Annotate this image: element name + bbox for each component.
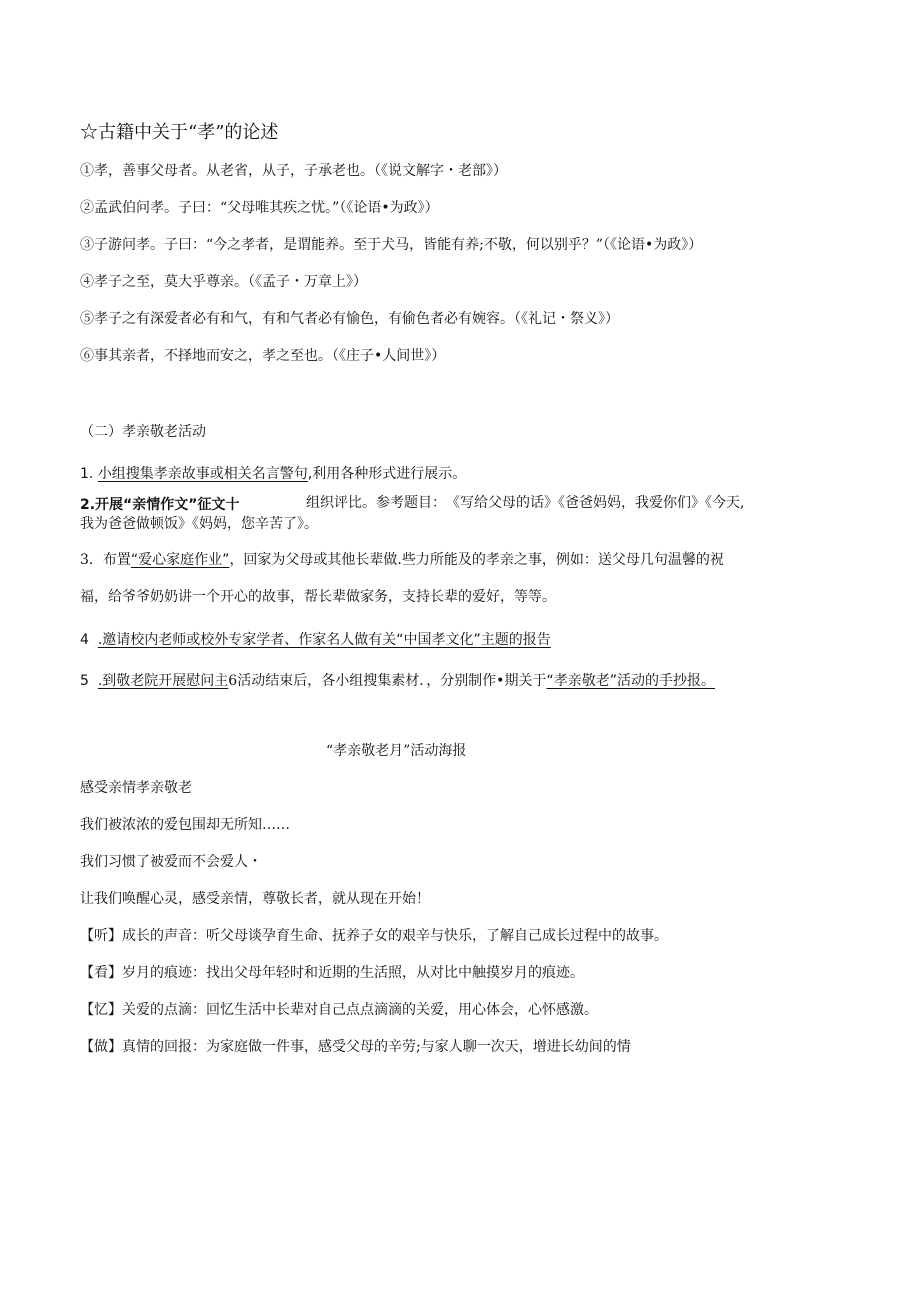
activity-item-5: [80, 671, 715, 691]
poster-line: 感受亲情孝亲敬老: [80, 780, 192, 796]
poster-line: 【看】岁月的痕迹：找出父母年轻时和近期的生活照，从对比中触摸岁月的痕迹。: [80, 965, 584, 981]
activity-3-rest: ，回家为父母或其他长辈做.些力所能及的孝亲之事，例如：送父母几句温馨的祝: [229, 552, 724, 568]
quote-item: ③子游问孝。子曰：“今之孝者，是谓能养。至于犬马，皆能有养;不敬，何以别乎？”（《论语•为政》）: [80, 237, 703, 253]
poster-line: 【忆】关爱的点滴：回忆生活中长辈对自己点点滴滴的关爱，用心体会，心怀感激。: [80, 1002, 598, 1018]
activity-3-underlined: “爱心家庭作业”: [130, 552, 230, 568]
activity-1-rest: ,利用各种形式进行展示。: [307, 466, 467, 482]
activity-item-3: [80, 550, 724, 570]
activity-1-number: 1.: [80, 466, 94, 482]
activity-2-rest: 组织评比。参考题目： 《写给父母的话》《爸爸妈妈，我爱你们》《今天,: [306, 495, 745, 511]
poster-title: “孝亲敬老月”活动海报: [326, 743, 467, 759]
activity-3-line2: 福，给爷爷奶奶讲一个开心的故事，帮长辈做家务，支持长辈的爱好，等等。: [80, 589, 556, 605]
activity-1-underlined: 小组搜集孝亲故事或相关名言警句: [97, 466, 308, 482]
quote-item: ⑤孝子之有深爱者必有和气，有和气者必有愉色，有偷色者必有婉容。（《礼记・祭义》）: [80, 311, 619, 327]
activity-2-line2: 我为爸爸做顿饭》《妈妈，您辛苦了》。: [80, 516, 318, 532]
poster-line: 让我们唤醒心灵，感受亲情，尊敬长者，就从现在开始！: [80, 891, 430, 907]
activity-3-pre: ．布置: [88, 552, 131, 568]
poster-line: 【听】成长的声音：听父母谈孕育生命、抚养子女的艰辛与快乐，了解自己成长过程中的故事。: [80, 928, 668, 944]
quote-item: ⑥事其亲者，不择地而安之，孝之至也。（《庄子•人间世》）: [80, 348, 446, 364]
activity-5-number: 5: [80, 673, 89, 689]
activity-4-underlined: .邀请校内老师或校外专家学者、作家名人做有关“中国孝文化”主题的报告: [97, 632, 551, 648]
activity-3-number: 3: [80, 552, 89, 568]
activity-5-underlined-1: .到敬老院开展慰问主: [97, 673, 229, 689]
activities-heading: （二）孝亲敬老活动: [80, 424, 206, 440]
poster-line: 我们被浓浓的爱包围却无所知……: [80, 817, 290, 833]
activity-item-1: [80, 464, 466, 484]
activity-5-mid: 6活动结束后，各小组搜集素材．，分别制作•期关于: [228, 673, 547, 689]
quote-item: ④孝子之至，莫大乎尊亲。（《孟子・万章上》）: [80, 274, 367, 290]
quotes-heading: ☆古籍中关于“孝”的论述: [80, 122, 279, 143]
activity-item-4: [80, 630, 551, 650]
quote-item: ①孝，善事父母者。从老省，从子，子承老也。（《说文解字・老部》）: [80, 163, 507, 179]
activity-2-bold: 2.开展“亲情作文”征文十: [80, 497, 240, 513]
activity-5-underlined-2: “孝亲敬老”活动的手抄报。: [546, 673, 715, 689]
poster-line: 【做】真情的回报：为家庭做一件事，感受父母的辛劳;与家人聊一次天，增进长幼间的情: [80, 1039, 631, 1055]
poster-line: 我们习惯了被爱而不会爱人・: [80, 854, 262, 870]
quote-item: ②孟武伯问孝。子曰：“父母唯其疾之忧。”（《论语•为政》）: [80, 200, 439, 216]
activity-4-number: 4: [80, 632, 89, 648]
